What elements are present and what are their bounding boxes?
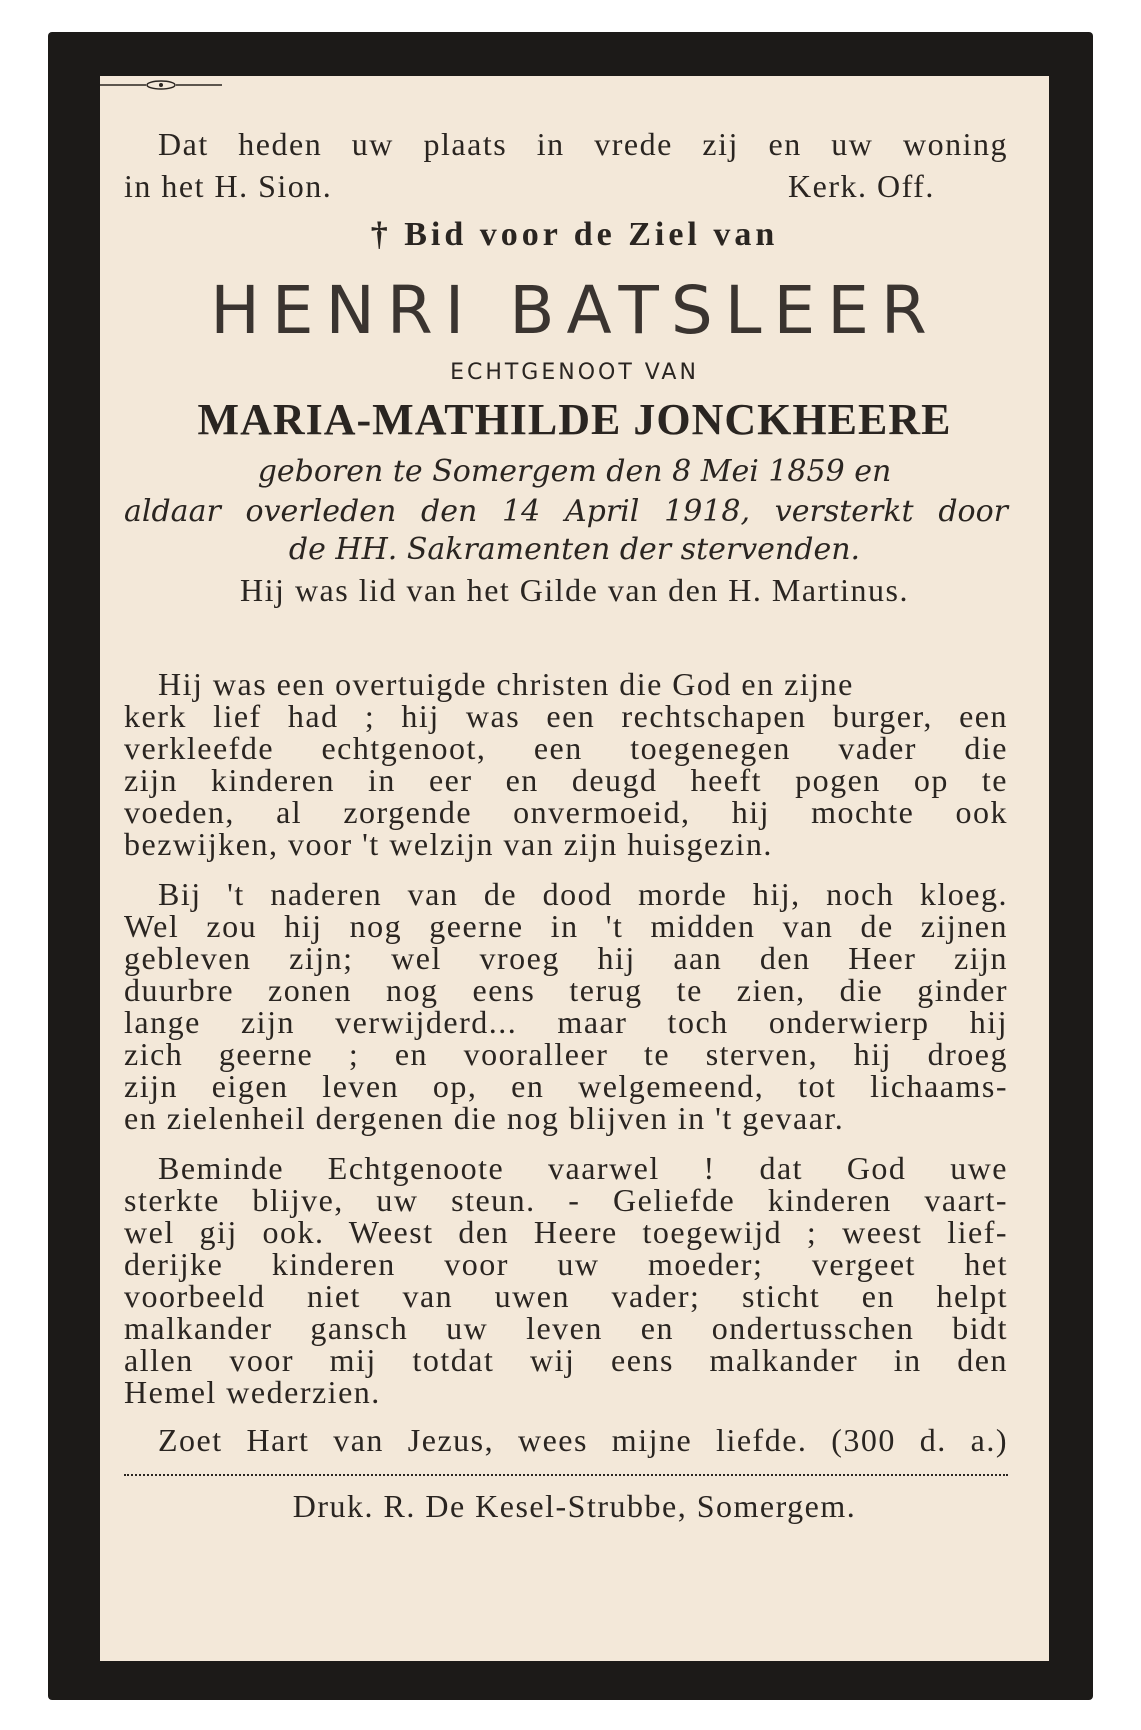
paragraph-2-line-3: gebleven zijn; wel vroeg hij aan den Heer zijn — [124, 940, 1008, 976]
spouse-label: ECHTGENOOT VAN — [450, 360, 699, 385]
paragraph-3-line-8: Hemel wederzien. — [124, 1374, 381, 1410]
ornament-divider — [100, 79, 222, 91]
guild-membership: Hij was lid van het Gilde van den H. Martinus. — [240, 572, 909, 608]
paragraph-1-line-6: bezwijken, voor 't welzijn van zijn huisgezin. — [124, 826, 773, 862]
deceased-name: HENRI BATSLEER — [210, 272, 939, 349]
spouse-name: MARIA-MATHILDE JONCKHEERE — [197, 395, 952, 444]
paragraph-2-line-4: duurbre zonen nog eens terug te zien, die ginder — [124, 972, 1008, 1008]
mourning-card-border — [48, 32, 1093, 1700]
paragraph-1-line-1: Hij was een overtuigde christen die God en zijne — [158, 666, 854, 702]
quote-source: Kerk. Off. — [788, 168, 935, 204]
paragraph-2-line-2: Wel zou hij nog geerne in 't midden van de zijnen — [124, 908, 1008, 944]
paragraph-1-line-2: kerk lief had ; hij was een rechtschapen burger, een — [124, 698, 1008, 734]
paragraph-3-line-5: voorbeeld niet van uwen vader; sticht en helpt — [124, 1278, 1008, 1314]
paragraph-3-line-7: allen voor mij totdat wij eens malkander in den — [124, 1342, 1008, 1378]
dotted-separator — [124, 1474, 1008, 1476]
paragraph-3-line-3: wel gij ook. Weest den Heere toegewijd ; weest lief- — [124, 1214, 1008, 1250]
mourning-card-paper — [100, 76, 1049, 1661]
paragraph-1-line-5: voeden, al zorgende onvermoeid, hij mochte ook — [124, 794, 1008, 830]
paragraph-3-line-2: sterkte blijve, uw steun. - Geliefde kinderen vaart- — [124, 1182, 1008, 1218]
paragraph-1-line-4: zijn kinderen in eer en deugd heeft pogen op te — [124, 762, 1008, 798]
birth-death-line-2: aldaar overleden den 14 April 1918, versterkt door — [124, 494, 1008, 529]
birth-death-line-3: de HH. Sakramenten der stervenden. — [288, 532, 861, 567]
paragraph-3-line-4: derijke kinderen voor uw moeder; vergeet het — [124, 1246, 1008, 1282]
quote-line-1: Dat heden uw plaats in vrede zij en uw woning — [158, 126, 1008, 162]
paragraph-2-line-7: zijn eigen leven op, en welgemeend, tot lichaams- — [124, 1068, 1008, 1104]
quote-line-2: in het H. Sion. — [124, 168, 333, 204]
prayer-heading: † Bid voor de Ziel van — [370, 216, 779, 253]
birth-death-line-1: geboren te Somergem den 8 Mei 1859 en — [257, 454, 892, 489]
paragraph-2-line-1: Bij 't naderen van de dood morde hij, noch kloeg. — [158, 876, 1008, 912]
invocation: Zoet Hart van Jezus, wees mijne liefde. (300 d. a.) — [158, 1422, 1008, 1458]
paragraph-2-line-5: lange zijn verwijderd... maar toch onderwierp hij — [124, 1004, 1008, 1040]
paragraph-3-line-6: malkander gansch uw leven en ondertusschen bidt — [124, 1310, 1008, 1346]
printer-imprint: Druk. R. De Kesel-Strubbe, Somergem. — [292, 1488, 857, 1524]
paragraph-1-line-3: verkleefde echtgenoot, een toegenegen vader die — [124, 730, 1008, 766]
paragraph-3-line-1: Beminde Echtgenoote vaarwel ! dat God uwe — [158, 1150, 1008, 1186]
paragraph-2-line-8: en zielenheil dergenen die nog blijven in 't gevaar. — [124, 1100, 845, 1136]
paragraph-2-line-6: zich geerne ; en vooralleer te sterven, hij droeg — [124, 1036, 1008, 1072]
